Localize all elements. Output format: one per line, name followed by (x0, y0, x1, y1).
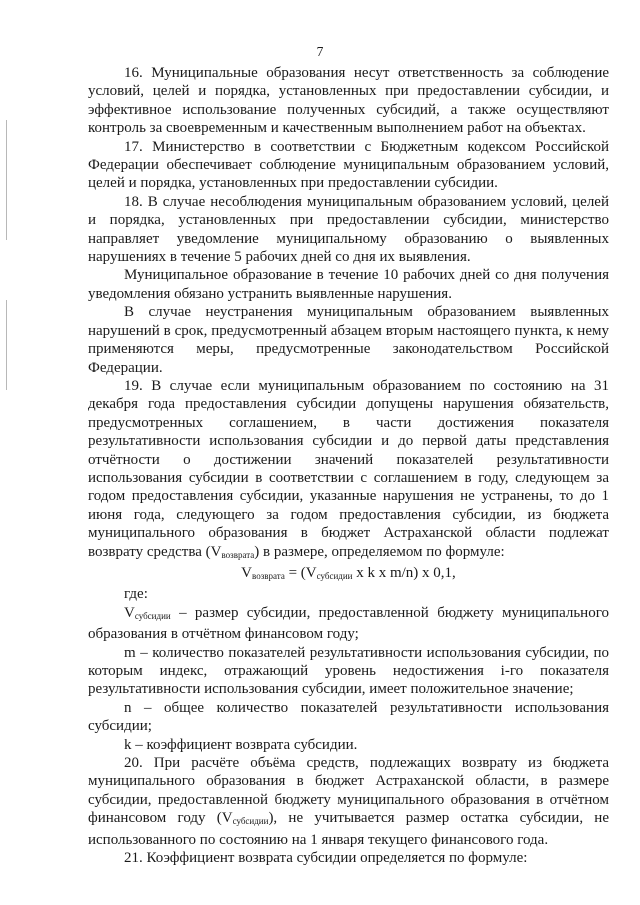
document-body (88, 64, 609, 867)
paragraph-20-text: 20. При расчёте объёма средств, подлежащих возврату из бюджета муниципального образования в бюджет Астраханской области, в размере субсидии, предоставленной бюджету муниципального образования в отчётном финансовом году (V (88, 755, 609, 827)
paragraph-20-tail: ), не учитывается размер остатка субсидии, не использованного по состоянию на 1 января текущего финансового года. (88, 810, 609, 848)
paragraph-20-subscript: субсидии (232, 816, 269, 827)
paragraph-19-text: 19. В случае если муниципальным образованием по состоянию на 31 декабря года предоставления субсидии допущены нарушения обязательств, предусмотренных соглашением, в части достижения показателя результативности использования субсидии и до первой даты представления отчётности о достижении значений показателей результативности использования субсидии в соответствии с соглашением в году, следующем за годом предоставления субсидии, указанные нарушения не устранены, то до 1 июня года, следующего за годом предоставления субсидии, из бюджета муниципального образования в бюджет Астраханской области подлежат возврату средства (V (88, 377, 609, 560)
definition-k: k – коэффициент возврата субсидии. (124, 736, 358, 753)
paragraph-19-tail: ) в размере, определяемом по формуле: (254, 543, 505, 560)
formula-rest: x k x m/n) x 0,1, (352, 564, 456, 581)
paragraph-18-third: В случае неустранения муниципальным образованием выявленных нарушений в срок, предусмотренный абзацем вторым настоящего пункта, к нему применяются меры, предусмотренные законодательством Российской Федерации. (88, 304, 609, 376)
paragraph-18-second: Муниципальное образование в течение 10 рабочих дней со дня получения уведомления обязано устранить выявленные нарушения. (88, 267, 609, 302)
where-label: где: (124, 586, 148, 603)
formula-v-subscript: возврата (252, 570, 285, 581)
v-return-subscript: возврата (221, 549, 255, 560)
def-v-subscript: субсидии (134, 610, 171, 621)
paragraph-18: 18. В случае несоблюдения муниципальным образованием условий, целей и порядка, установленных при предоставлении субсидии, министерство направляет уведомление муниципальному образованию о выявленных нарушениях в течение 5 рабочих дней со дня их выявления. (88, 193, 609, 266)
definition-v-subsidy (88, 604, 609, 644)
paragraph-21: 21. Коэффициент возврата субсидии определяется по формуле: (124, 850, 528, 867)
paragraph-16: 16. Муниципальные образования несут ответственность за соблюдение условий, целей и порядка, установленных при предоставлении субсидии, и эффективное использование полученных субсидий, а также осуществляют контроль за своевременным и качественным выполнением работ на объектах. (88, 65, 609, 137)
formula-eq: = (V (284, 564, 317, 581)
page-number: 7 (316, 44, 324, 59)
def-v-symbol: V (124, 604, 135, 621)
scan-margin-line (6, 300, 7, 390)
def-v-text: – размер субсидии, предоставленной бюджету муниципального образования в отчётном финансовом году; (88, 604, 609, 643)
formula-subsidy-subscript: субсидии (316, 570, 353, 581)
paragraph-17: 17. Министерство в соответствии с Бюджетным кодексом Российской Федерации обеспечивает соблюдение муниципальным образованием условий, целей и порядка, установленных при предоставлении субсидии. (88, 138, 609, 192)
paragraph-19 (88, 377, 609, 564)
formula-v: V (241, 564, 253, 581)
definition-n: n – общее количество показателей результативности использования субсидии; (88, 699, 609, 735)
return-formula (88, 564, 609, 585)
definition-m: m – количество показателей результативности использования субсидии, по которым индекс, отражающий уровень недостижения i-го показателя результативности использования субсидии, имеет положительное значение; (88, 644, 609, 698)
scan-margin-line (6, 120, 7, 240)
paragraph-20 (88, 754, 609, 849)
